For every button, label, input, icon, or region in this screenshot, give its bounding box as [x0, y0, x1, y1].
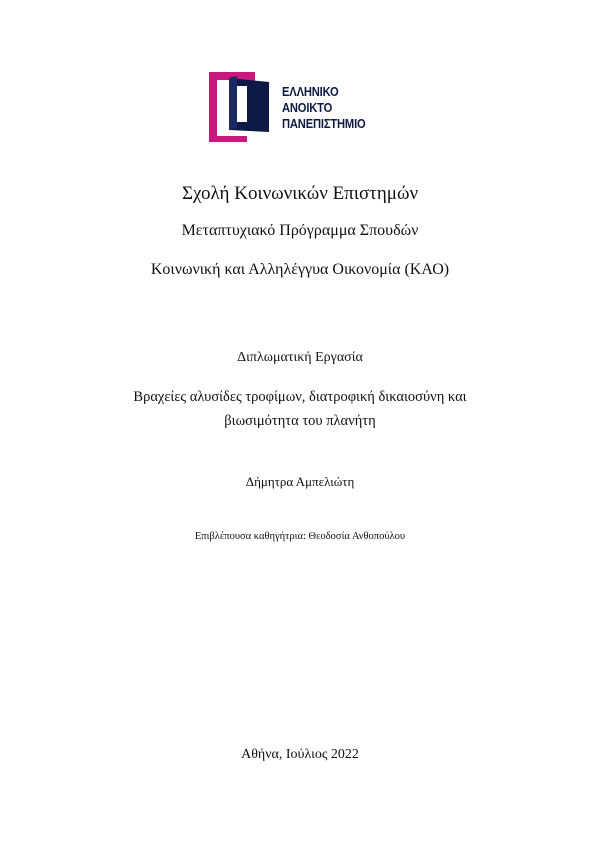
- university-logo: [207, 70, 397, 144]
- thesis-title: [0, 385, 600, 433]
- thesis-title-line-2: βιωσιμότητα του πλανήτη: [224, 413, 376, 429]
- program-type: Μεταπτυχιακό Πρόγραμμα Σπουδών: [181, 222, 419, 239]
- thesis-title-line-1: Βραχείες αλυσίδες τροφίμων, διατροφική δικαιοσύνη και: [133, 389, 467, 405]
- author-name: Δήμητρα Αμπελιώτη: [245, 474, 355, 489]
- logo-name-line-2: ΑΝΟΙΚΤΟ: [282, 100, 333, 115]
- program-name: Κοινωνική και Αλληλέγγυα Οικονομία (ΚΑΟ): [150, 261, 450, 278]
- university-logo-icon: [207, 70, 279, 144]
- school-name: Σχολή Κοινωνικών Επιστημών: [181, 183, 419, 204]
- logo-name-line-1: ΕΛΛΗΝΙΚΟ: [282, 84, 339, 99]
- logo-name-line-3: ΠΑΝΕΠΙΣΤΗΜΙΟ: [282, 116, 366, 131]
- university-logo-text: [282, 84, 366, 132]
- place-date: Αθήνα, Ιούλιος 2022: [241, 747, 359, 762]
- thesis-label: Διπλωματική Εργασία: [237, 350, 363, 365]
- supervisor: Επιβλέπουσα καθηγήτρια: Θεοδοσία Ανθοπούλου: [194, 531, 406, 542]
